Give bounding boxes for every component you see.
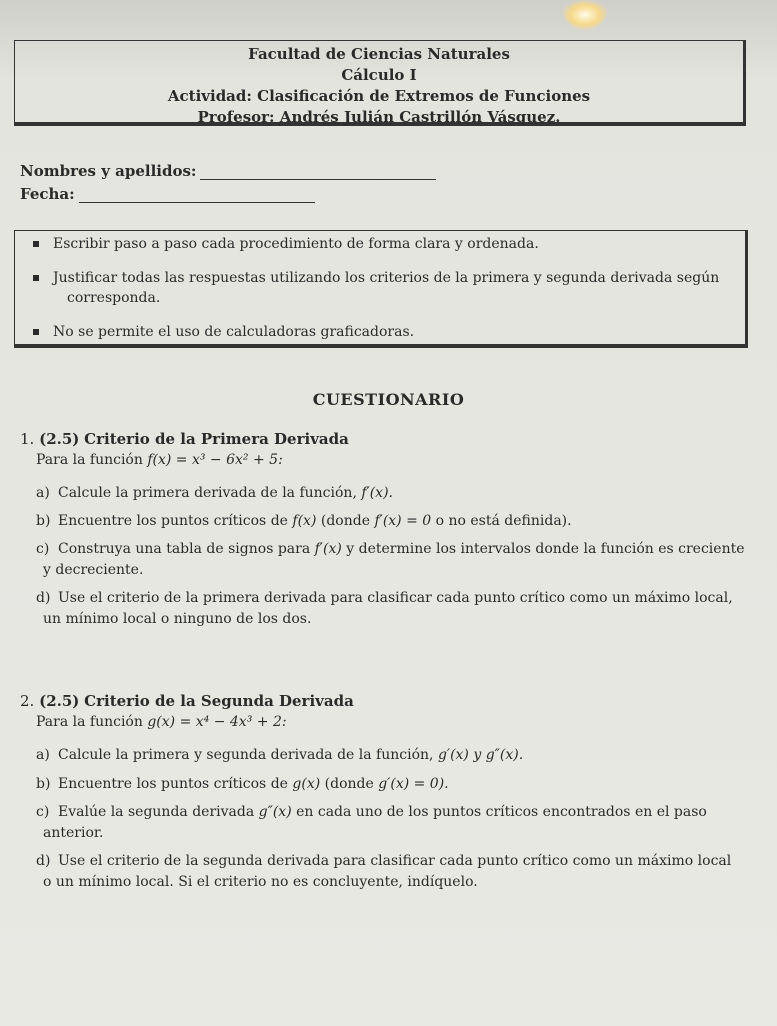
function-g: g(x) = x⁴ − 4x³ + 2: (147, 714, 287, 730)
q1-item-b: b) Encuentre los puntos críticos de f(x) (donde f′(x) = 0 o no está definida). (36, 513, 572, 529)
q2-item-a: a) Calcule la primera y segunda derivada de la función, g′(x) y g″(x). (36, 747, 524, 763)
activity-title: Actividad: Clasificación de Extremos de Funciones (167, 87, 591, 105)
q2-item-b: b) Encuentre los puntos críticos de g(x) (donde g′(x) = 0). (36, 776, 449, 792)
light-glare (562, 0, 608, 30)
bullet-icon (33, 329, 39, 335)
q1-item-a: a) Calcule la primera derivada de la función, f′(x). (36, 485, 393, 501)
section-title: CUESTIONARIO (312, 390, 465, 409)
q2-item-d: d) Use el criterio de la segunda derivada para clasificar cada punto crítico como un máximo local o un mínimo local. Si el criterio no es concluyente, indíquelo. (36, 853, 732, 890)
question-2-intro: Para la función g(x) = x⁴ − 4x³ + 2: (36, 714, 287, 730)
faculty-name: Facultad de Ciencias Naturales (248, 45, 510, 63)
date-blank-line[interactable] (79, 188, 315, 203)
q1-item-c: c) Construya una tabla de signos para f′(x) y determine los intervalos donde la función es creciente y decreciente. (36, 541, 745, 578)
instruction-item: Escribir paso a paso cada procedimiento de forma clara y ordenada. (53, 235, 739, 254)
instruction-item: No se permite el uso de calculadoras graficadoras. (53, 323, 739, 342)
name-field (20, 162, 436, 180)
date-label: Fecha: (20, 185, 75, 203)
header-box (14, 40, 746, 126)
q2-item-c: c) Evalúe la segunda derivada g″(x) en cada uno de los puntos críticos encontrados en el paso anterior. (36, 804, 707, 841)
name-blank-line[interactable] (200, 165, 436, 180)
instructions-box (14, 230, 748, 348)
bullet-icon (33, 241, 39, 247)
professor-name: Profesor: Andrés Julián Castrillón Vásquez. (197, 108, 561, 126)
question-2-heading: 2. (2.5) Criterio de la Segunda Derivada (20, 692, 354, 710)
date-field (20, 185, 315, 203)
course-name: Cálculo I (341, 66, 417, 84)
q1-item-d: d) Use el criterio de la primera derivada para clasificar cada punto crítico como un máximo local, un mínimo local o ninguno de los dos. (36, 590, 733, 627)
name-label: Nombres y apellidos: (20, 162, 197, 180)
instruction-item: Justificar todas las respuestas utilizando los criterios de la primera y segunda derivada según (53, 269, 739, 288)
question-1-intro: Para la función f(x) = x³ − 6x² + 5: (36, 452, 283, 468)
function-f: f(x) = x³ − 6x² + 5: (147, 452, 283, 468)
question-1-heading: 1. (2.5) Criterio de la Primera Derivada (20, 430, 349, 448)
bullet-icon (33, 275, 39, 281)
instruction-item-continuation: corresponda. (67, 290, 161, 306)
